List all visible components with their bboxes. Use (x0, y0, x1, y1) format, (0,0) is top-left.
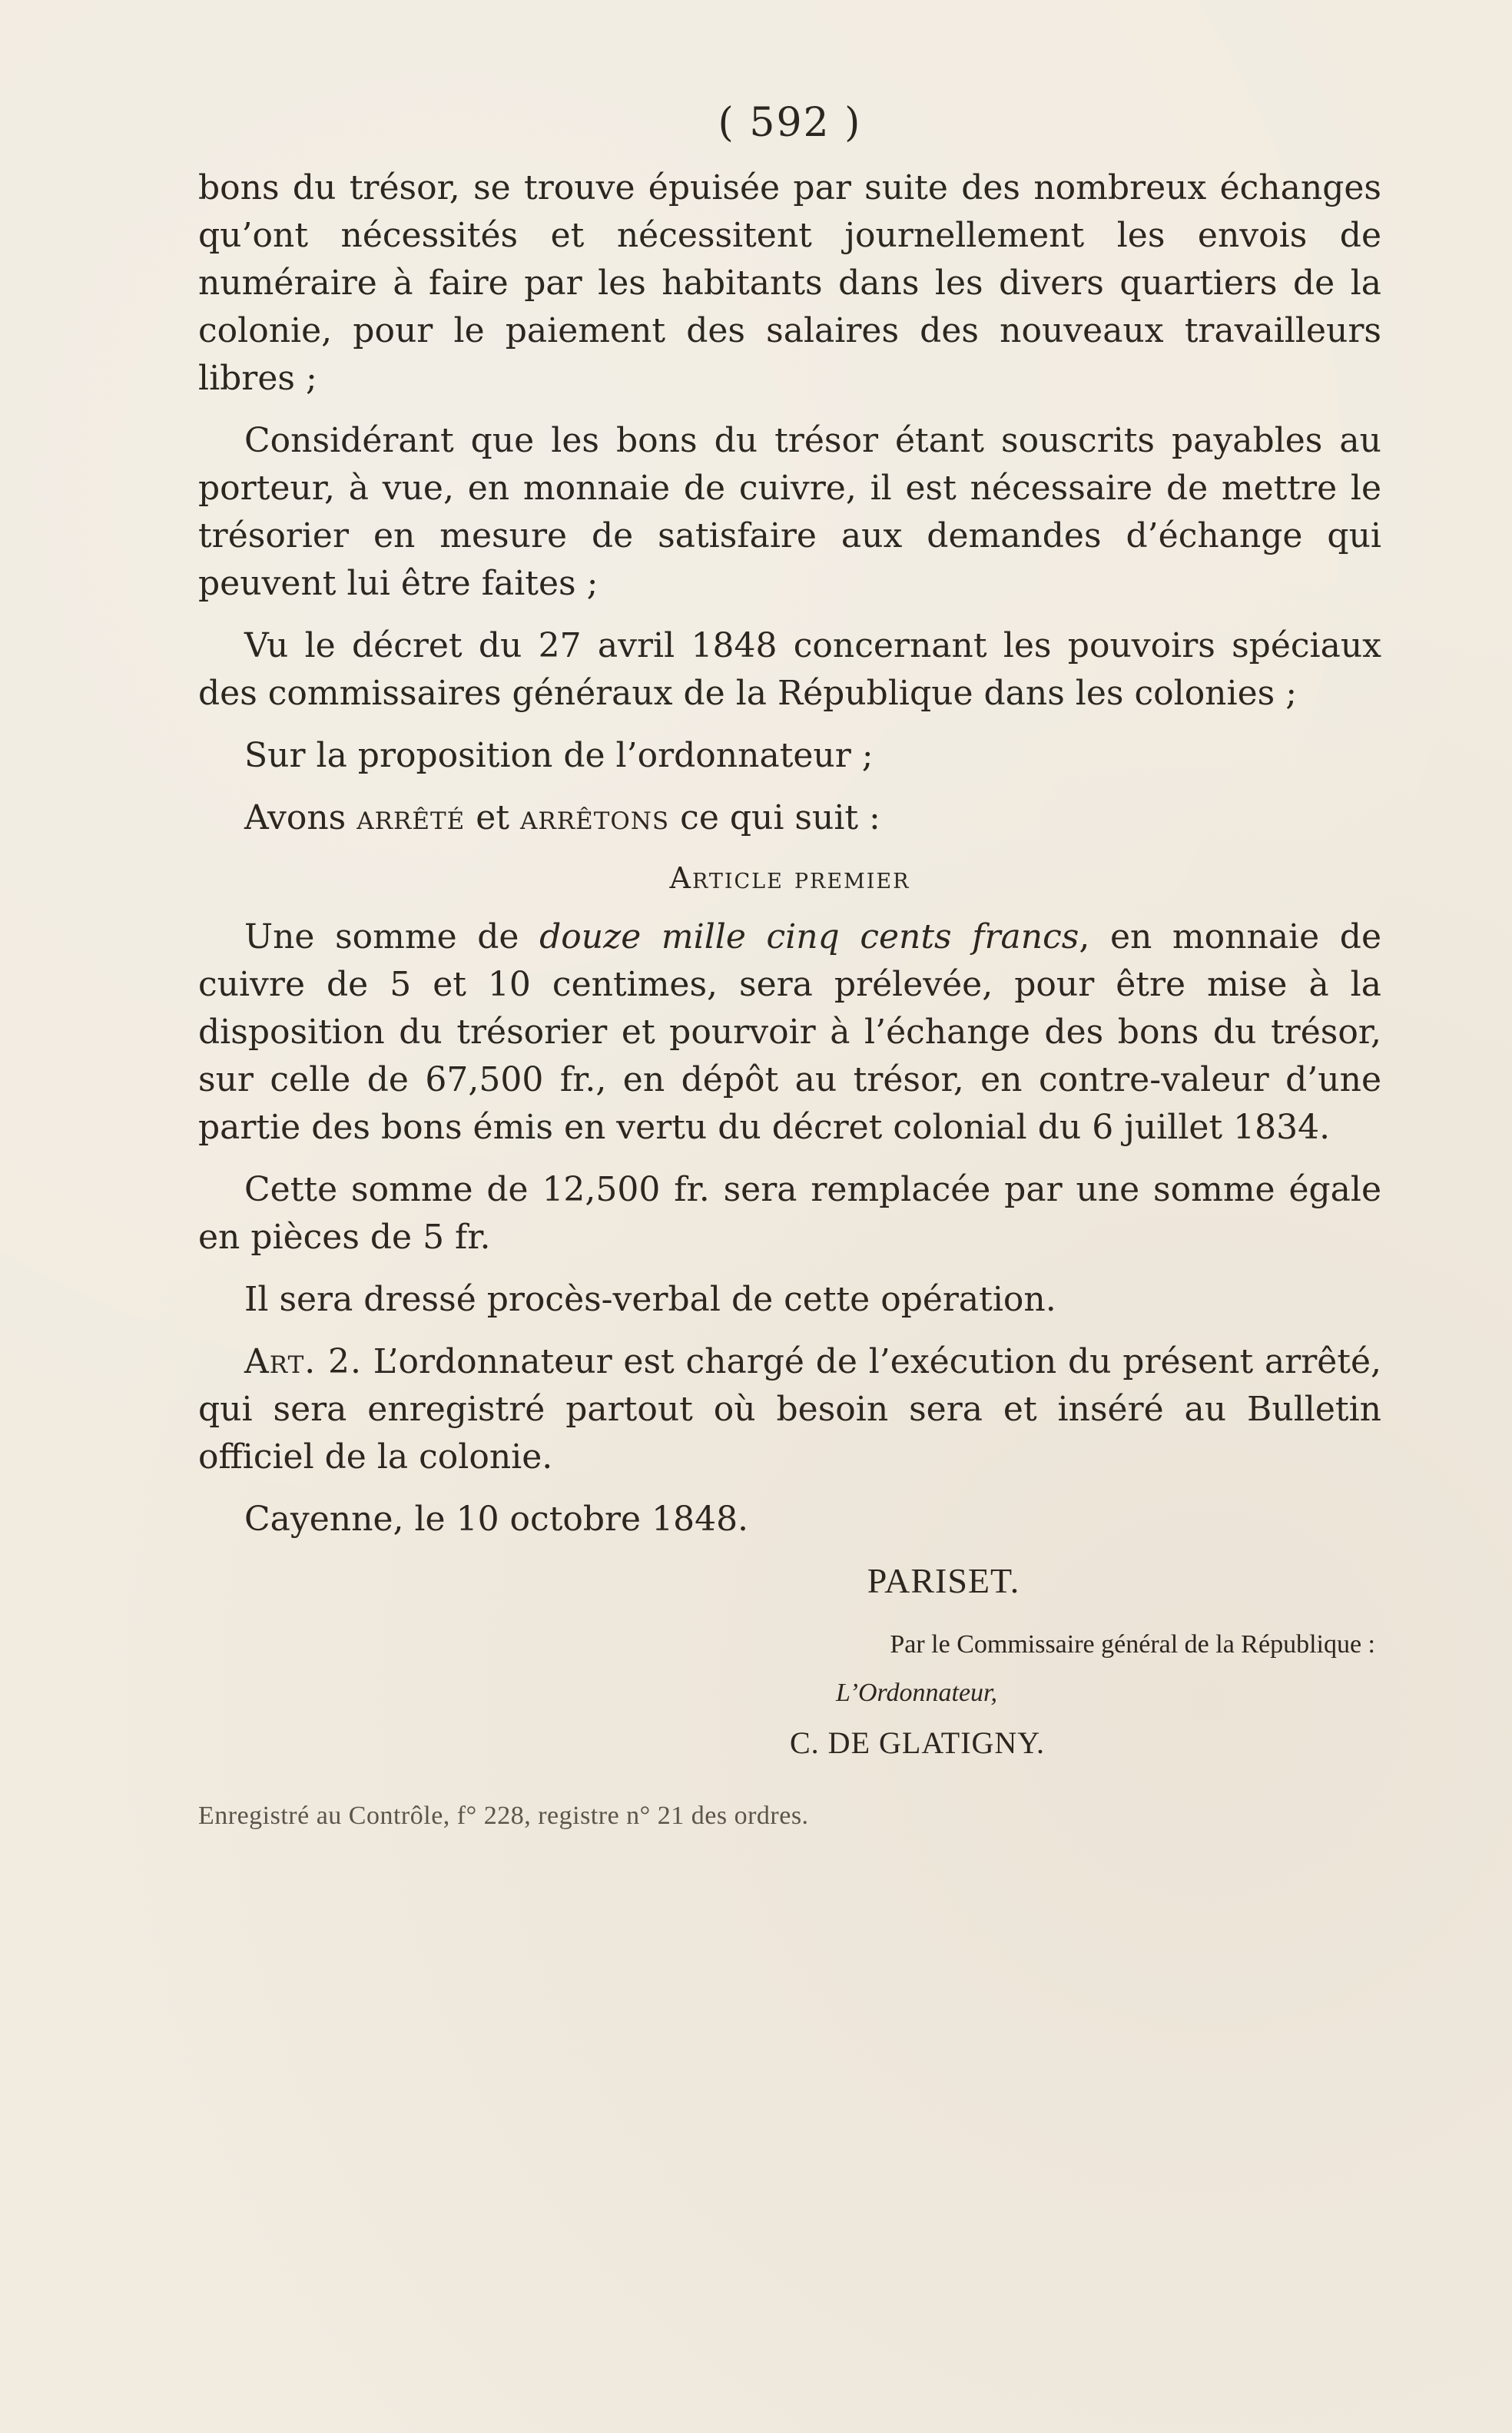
signature: PARISET. (867, 1561, 1020, 1600)
paragraph-5-end: ce qui suit : (680, 798, 880, 837)
paragraph-2: Considérant que les bons du trésor étant souscrits payables au porteur, à vue, en monnaie de cuivre, il est nécessaire de mettre le trésorier en mesure de satisfaire aux demandes d’échange qui peuvent lui être faites ; (198, 421, 1381, 603)
paragraph-4: Sur la proposition de l’ordonnateur ; (244, 736, 874, 775)
countersign-name: C. DE GLATIGNY. (790, 1725, 1046, 1760)
paragraph-5 (198, 794, 1381, 842)
article-2-label: Art. 2. (244, 1342, 362, 1381)
paragraph-5-start: Avons (244, 798, 346, 837)
paragraph-3: Vu le décret du 27 avril 1848 concernant les pouvoirs spéciaux des commissaires généraux de la République dans les colonies ; (198, 626, 1381, 713)
date-line: Cayenne, le 10 octobre 1848. (244, 1500, 749, 1539)
countersign-line: Par le Commissaire général de la République : (890, 1630, 1375, 1659)
paragraph-6-start: Une somme de (244, 917, 519, 956)
paragraph-5-smallcaps-2: arrêtons (520, 798, 670, 837)
paragraph-1: bons du trésor, se trouve épuisée par suite des nombreux échanges qu’ont nécessités et nécessitent journellement les envois de numéraire à faire par les habitants dans les divers quartiers de la colonie, pour le paiement des salaires des nouveaux travailleurs libres ; (198, 168, 1381, 398)
registry-note: Enregistré au Contrôle, f° 228, registre n° 21 des ordres. (198, 1802, 809, 1830)
paragraph-6-end: , en monnaie de cuivre de 5 et 10 centimes, sera prélevée, pour être mise à la disposition du trésorier et pourvoir à l’échange des bons du trésor, sur celle de 67,500 fr., en dépôt au trésor, en contre-valeur d’une partie des bons émis en vertu du décret colonial du 6 juillet 1834. (198, 917, 1381, 1147)
article-heading: Article premier (669, 861, 910, 895)
paragraph-6 (198, 913, 1381, 1152)
article-2-text: L’ordonnateur est chargé de l’exécution du présent arrêté, qui sera enregistré partout où besoin sera et inséré au Bulletin officiel de la colonie. (198, 1342, 1381, 1477)
page-number: ( 592 ) (718, 100, 862, 146)
paragraph-7: Cette somme de 12,500 fr. sera remplacée par une somme égale en pièces de 5 fr. (198, 1170, 1381, 1257)
paragraph-5-mid: et (476, 798, 510, 837)
paragraph-5-smallcaps-1: arrêté (356, 798, 466, 837)
ordonnateur-role: L’Ordonnateur, (836, 1679, 997, 1707)
paragraph-6-italic: douze mille cinq cents francs (539, 917, 1079, 956)
paragraph-8: Il sera dressé procès-verbal de cette opération. (244, 1280, 1056, 1319)
document-body (198, 100, 1381, 1836)
paragraph-9 (198, 1338, 1381, 1481)
